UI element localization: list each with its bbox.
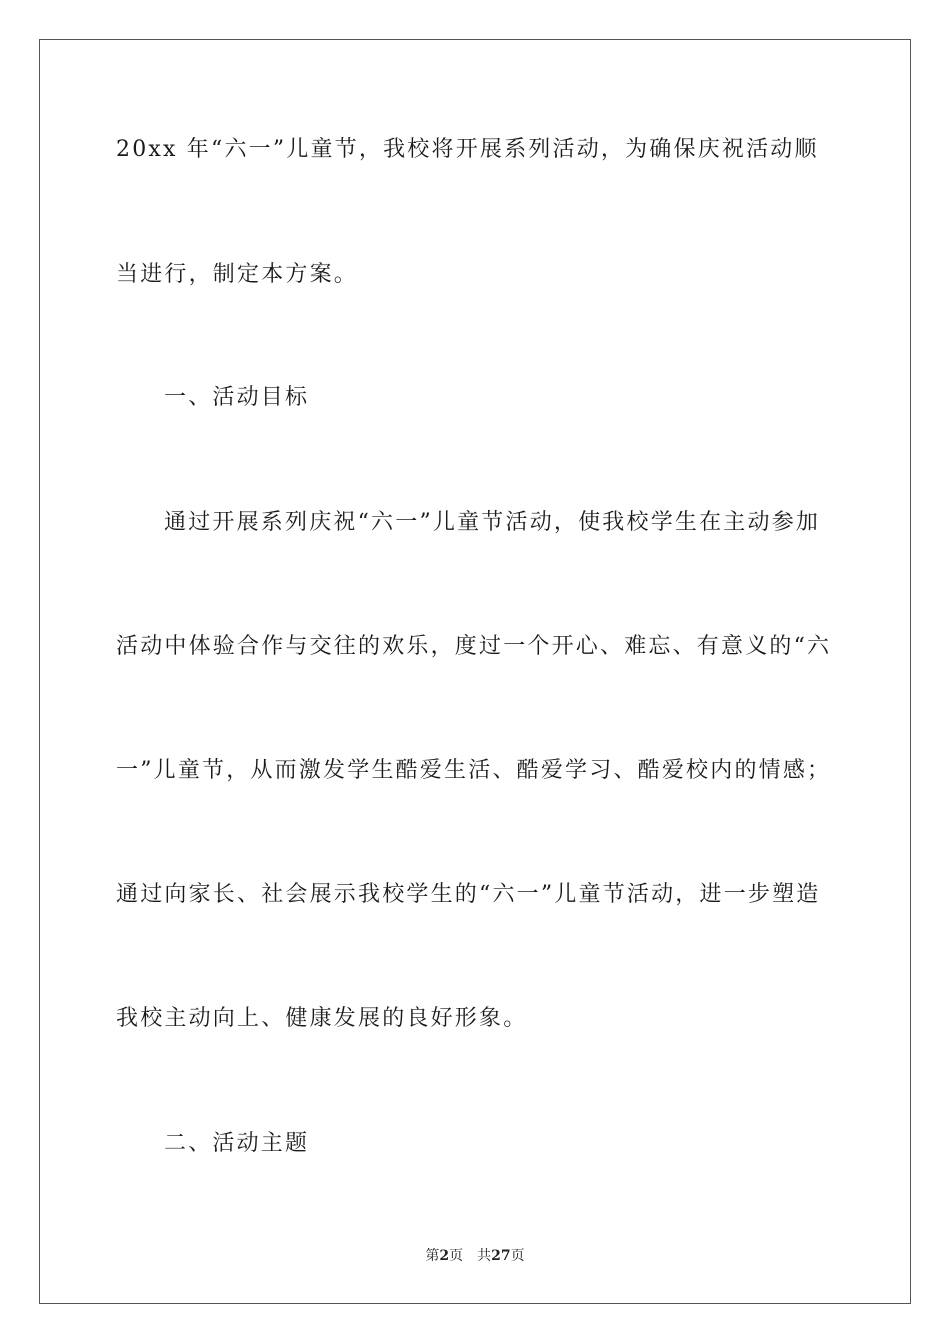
paragraph-line-3: 通过开展系列庆祝“六一”儿童节活动，使我校学生在主动参加: [164, 510, 821, 535]
footer-page-number: 2: [439, 1248, 450, 1264]
footer-page-prefix: 第: [425, 1248, 440, 1264]
paragraph-line-5: 一”儿童节，从而激发学生酷爱生活、酷爱学习、酷爱校内的情感；: [116, 758, 832, 783]
section-heading-goals: 一、活动目标: [164, 385, 310, 410]
footer-total-pages: 27: [491, 1248, 511, 1264]
paragraph-line-2: 当进行，制定本方案。: [116, 262, 359, 287]
paragraph-line-6: 通过向家长、社会展示我校学生的“六一”儿童节活动，进一步塑造: [116, 882, 821, 907]
page-border: [39, 39, 911, 1304]
paragraph-line-1: 20xx 年“六一”儿童节，我校将开展系列活动，为确保庆祝活动顺: [116, 137, 819, 162]
footer-page-suffix: 页: [449, 1248, 464, 1264]
page-footer: [0, 1246, 950, 1266]
footer-total-suffix: 页: [510, 1248, 525, 1264]
section-heading-theme: 二、活动主题: [164, 1131, 310, 1156]
footer-total-prefix: 共: [477, 1248, 492, 1264]
paragraph-line-7: 我校主动向上、健康发展的良好形象。: [116, 1006, 528, 1031]
paragraph-line-4: 活动中体验合作与交往的欢乐，度过一个开心、难忘、有意义的“六: [116, 634, 832, 659]
